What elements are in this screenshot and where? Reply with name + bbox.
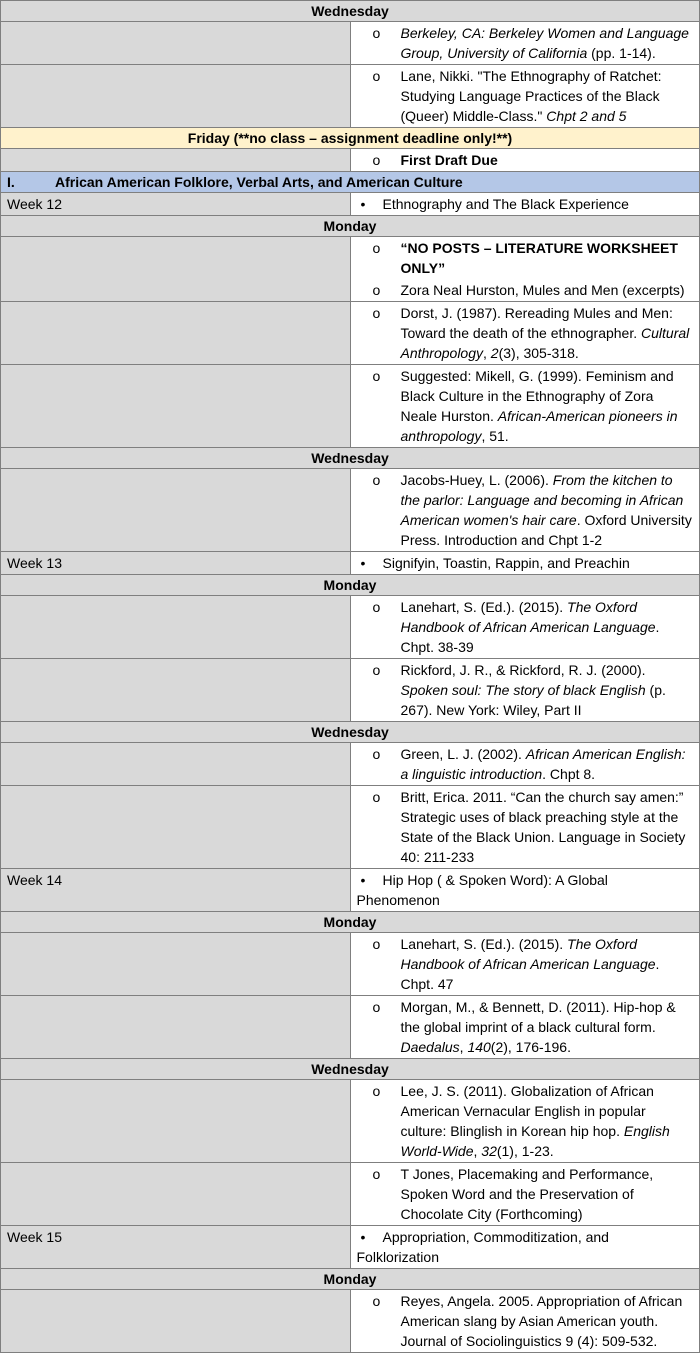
week-label: Week 15 — [1, 1226, 351, 1269]
reading-row — [1, 659, 700, 722]
reading-row — [1, 743, 700, 786]
reading-text: Rickford, J. R., & Rickford, R. J. (2000). Spoken soul: The story of black English (p. 267). New York: Wiley, Part II — [400, 662, 666, 718]
week-label: Week 12 — [1, 193, 351, 216]
circle-bullet-icon: o — [372, 936, 381, 952]
day-heading-label: Friday (**no class – assignment deadline only!**) — [1, 128, 700, 149]
week-label: Week 14 — [1, 869, 351, 912]
reading-row — [1, 596, 700, 659]
reading-row — [1, 302, 700, 365]
reading-row — [1, 22, 700, 65]
circle-bullet-icon: o — [372, 282, 381, 298]
reading-row — [1, 1080, 700, 1163]
reading-row — [1, 786, 700, 869]
dot-bullet-icon: • — [360, 555, 366, 571]
reading-row — [1, 469, 700, 552]
day-heading-label: Wednesday — [1, 1059, 700, 1080]
week-topic: Ethnography and The Black Experience — [382, 196, 629, 212]
reading-text: Suggested: Mikell, G. (1999). Feminism and Black Culture in the Ethnography of Zora Neale Hurston. African-American pioneers in anthropology, 51. — [400, 368, 678, 444]
circle-bullet-icon: o — [372, 25, 381, 41]
day-heading-label: Wednesday — [1, 1, 700, 22]
reading-text: Jacobs-Huey, L. (2006). From the kitchen to the parlor: Language and becoming in African American women's hair care. Oxford University Press. Introduction and Chpt 1-2 — [400, 472, 692, 548]
circle-bullet-icon: o — [372, 1166, 381, 1182]
day-heading-wednesday — [1, 1, 700, 22]
circle-bullet-icon: o — [372, 368, 381, 384]
dot-bullet-icon: • — [360, 1229, 366, 1245]
week-topic: Appropriation, Commoditization, and Folklorization — [356, 1229, 609, 1265]
week-label: Week 13 — [1, 552, 351, 575]
reading-text: Dorst, J. (1987). Rereading Mules and Men: Toward the death of the ethnographer. Cultural Anthropology, 2(3), 305-318. — [400, 305, 690, 361]
section-number: I. — [7, 174, 15, 190]
circle-bullet-icon: o — [372, 746, 381, 762]
dot-bullet-icon: • — [360, 196, 366, 212]
section-title: African American Folklore, Verbal Arts, and American Culture — [55, 174, 463, 190]
day-heading-wednesday — [1, 1059, 700, 1080]
reading-text: “NO POSTS – LITERATURE WORKSHEET ONLY” — [400, 240, 678, 276]
day-heading-label: Monday — [1, 216, 700, 237]
reading-row — [1, 65, 700, 128]
day-heading-wednesday — [1, 448, 700, 469]
reading-row — [1, 933, 700, 996]
reading-text: Lee, J. S. (2011). Globalization of African American Vernacular English in popular culture: Blinglish in Korean hip hop. English World-Wide, 32(1), 1-23. — [400, 1083, 670, 1159]
week-row — [1, 869, 700, 912]
reading-text: Britt, Erica. 2011. “Can the church say amen:” Strategic uses of black preaching style at the State of the Black Union. Language in Society 40: 211-233 — [400, 789, 686, 865]
circle-bullet-icon: o — [372, 599, 381, 615]
reading-text: Berkeley, CA: Berkeley Women and Language Group, University of California (pp. 1-14). — [400, 25, 689, 61]
day-heading-monday — [1, 1269, 700, 1290]
circle-bullet-icon: o — [372, 68, 381, 84]
day-heading-label: Wednesday — [1, 722, 700, 743]
day-heading-monday — [1, 912, 700, 933]
circle-bullet-icon: o — [372, 305, 381, 321]
week-row — [1, 193, 700, 216]
day-heading-monday — [1, 575, 700, 596]
reading-row — [1, 149, 700, 172]
week-row — [1, 552, 700, 575]
circle-bullet-icon: o — [372, 472, 381, 488]
day-heading-friday — [1, 128, 700, 149]
week-topic: Hip Hop ( & Spoken Word): A Global Phenomenon — [356, 872, 608, 908]
reading-text: Lanehart, S. (Ed.). (2015). The Oxford Handbook of African American Language. Chpt. 47 — [400, 936, 660, 992]
reading-row — [1, 1163, 700, 1226]
reading-row — [1, 365, 700, 448]
reading-text: Green, L. J. (2002). African American English: a linguistic introduction. Chpt 8. — [400, 746, 686, 782]
reading-text: Reyes, Angela. 2005. Appropriation of African American slang by Asian American youth. Journal of Sociolinguistics 9 (4): 509-532. — [400, 1293, 683, 1349]
day-heading-label: Monday — [1, 575, 700, 596]
reading-text: Lanehart, S. (Ed.). (2015). The Oxford Handbook of African American Language. Chpt. 38-39 — [400, 599, 660, 655]
circle-bullet-icon: o — [372, 999, 381, 1015]
circle-bullet-icon: o — [372, 789, 381, 805]
reading-row — [1, 996, 700, 1059]
circle-bullet-icon: o — [372, 1293, 381, 1309]
assignment-text: First Draft Due — [400, 152, 498, 168]
reading-row — [1, 237, 700, 280]
day-heading-label: Wednesday — [1, 448, 700, 469]
week-row — [1, 1226, 700, 1269]
reading-row — [1, 1290, 700, 1353]
day-heading-wednesday — [1, 722, 700, 743]
reading-text: T Jones, Placemaking and Performance, Spoken Word and the Preservation of Chocolate City (Forthcoming) — [400, 1166, 654, 1222]
reading-text: Lane, Nikki. "The Ethnography of Ratchet: Studying Language Practices of the Black (Queer) Middle-Class." Chpt 2 and 5 — [400, 68, 662, 124]
day-heading-monday — [1, 216, 700, 237]
reading-text: Morgan, M., & Bennett, D. (2011). Hip-hop & the global imprint of a black cultural form. Daedalus, 140(2), 176-196. — [400, 999, 676, 1055]
day-heading-label: Monday — [1, 912, 700, 933]
week-topic: Signifyin, Toastin, Rappin, and Preachin — [382, 555, 630, 571]
reading-text: Zora Neal Hurston, Mules and Men (excerpts) — [400, 282, 685, 298]
section-heading — [1, 172, 700, 193]
circle-bullet-icon: o — [372, 1083, 381, 1099]
circle-bullet-icon: o — [372, 662, 381, 678]
day-heading-label: Monday — [1, 1269, 700, 1290]
circle-bullet-icon: o — [372, 240, 381, 256]
dot-bullet-icon: • — [360, 872, 366, 888]
circle-bullet-icon: o — [372, 152, 381, 168]
